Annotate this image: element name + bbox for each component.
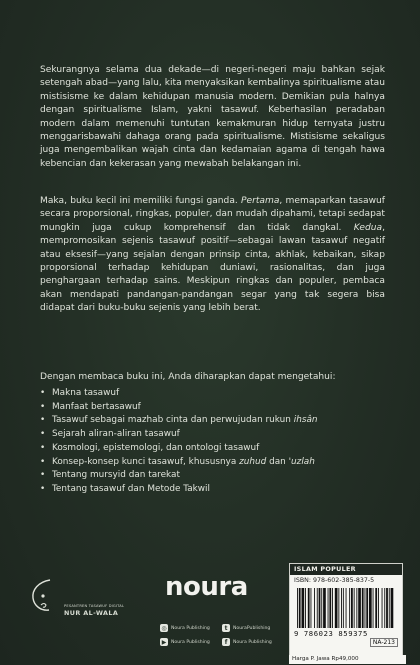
t6-italic-2: 'uzlah: [288, 456, 315, 467]
price-label: Harga P. Jawa Rp49,000: [289, 655, 406, 664]
nur-al-wala-emblem-icon: [28, 576, 58, 614]
social-facebook-label: Noura Publishing: [233, 639, 272, 645]
list-item: • Kosmologi, epistemologi, dan ontologi tasawuf: [40, 442, 318, 456]
barcode-digits: 9 786023 859375: [294, 629, 368, 638]
topics-intro: Dengan membaca buku ini, Anda diharapkan dapat mengetahui:: [40, 372, 336, 382]
description-paragraph-2: [40, 195, 385, 316]
t3-text: Tasawuf sebagai mazhab cinta dan perwujudan rukun: [52, 415, 294, 426]
emblem-caption: [64, 604, 124, 617]
t3-italic: ihsân: [293, 415, 318, 426]
p2-text-b: , memaparkan tasawuf secara proporsional, ringkas, populer, dan mudah dipahami, tetapi sedapat mungkin juga cukup komprehensif dan tidak dangkal.: [40, 196, 385, 233]
social-instagram-label: Noura Publishing: [171, 625, 210, 631]
social-instagram: [160, 624, 210, 632]
topics-list: [40, 387, 318, 497]
list-item: • Tentang mursyid dan tarekat: [40, 469, 318, 483]
t6-text-b: dan: [266, 456, 289, 467]
emblem-name: NUR AL-WALA: [64, 609, 119, 617]
facebook-icon: f: [222, 638, 230, 646]
social-youtube-label: Noura Publishing: [171, 639, 210, 645]
social-twitter: [222, 624, 270, 632]
t6-text-a: Konsep-konsep kunci tasawuf, khususnya: [52, 456, 240, 467]
twitter-icon: t: [222, 624, 230, 632]
p2-text-a: Maka, buku kecil ini memiliki fungsi ganda.: [40, 196, 242, 206]
social-youtube: [160, 638, 210, 646]
barcode-icon: [296, 588, 394, 628]
barcode-panel: [289, 563, 403, 659]
list-item: [40, 414, 318, 428]
youtube-icon: ▶: [161, 638, 167, 646]
description-paragraph-1: Sekurangnya selama dua dekade—di negeri-negeri maju bahkan sejak setengah abad—yang lalu, kita menyaksikan kembalinya spiritualisme atau mistisisme ke dalam kehidupan manusia modern. Demikian pula halnya dengan spiritualisme Islam, yakni tasawuf. Keberhasilan peradaban modern dalam memenuhi tuntutan kemakmuran hidup ternyata justru menggarisbawahi dahaga orang pada spiritualisme. Mistisisme sekaligus juga mengembalikan wajah cinta dan kedamaian agama di tengah hawa kebencian dan kekerasan yang mewabah belakangan ini.: [40, 65, 385, 169]
instagram-icon: ◎: [161, 624, 167, 632]
p2-kedua: Kedua: [353, 222, 383, 233]
list-item: • Makna tasawuf: [40, 387, 318, 401]
publisher-logo: noura: [165, 572, 248, 602]
social-twitter-label: NouraPublishing: [233, 625, 271, 631]
p2-pertama: Pertama: [241, 196, 280, 206]
p2-text-c: , mempromosikan sejenis tasawuf positif—sebagai lawan tasawuf negatif atau eksesif—yang sejalan dengan prinsip cinta, akhlak, kebaikan, sikap proporsional terhadap kehidupan duniawi, rasionalitas, dan juga penghargaan terhadap sains. Meskipun ringkas dan populer, pembaca akan mendapati pandangan-pandangan segar yang tak segera bisa didapat dari buku-buku sejenis yang lebih berat.: [40, 222, 385, 314]
social-facebook: [222, 638, 272, 646]
list-item: • Tentang tasawuf dan Metode Takwil: [40, 483, 318, 497]
list-item: [40, 456, 318, 470]
t6-italic-1: zuhud: [239, 456, 267, 467]
list-item: • Manfaat bertasawuf: [40, 401, 318, 415]
list-item: • Sejarah aliran-aliran tasawuf: [40, 428, 318, 442]
emblem-small-text: PESANTREN TASAWUF DIGITAL: [64, 604, 125, 608]
product-code: NA-213: [370, 638, 398, 647]
book-category: ISLAM POPULER: [290, 564, 402, 575]
isbn-text: ISBN: 978-602-385-837-5: [294, 577, 375, 584]
